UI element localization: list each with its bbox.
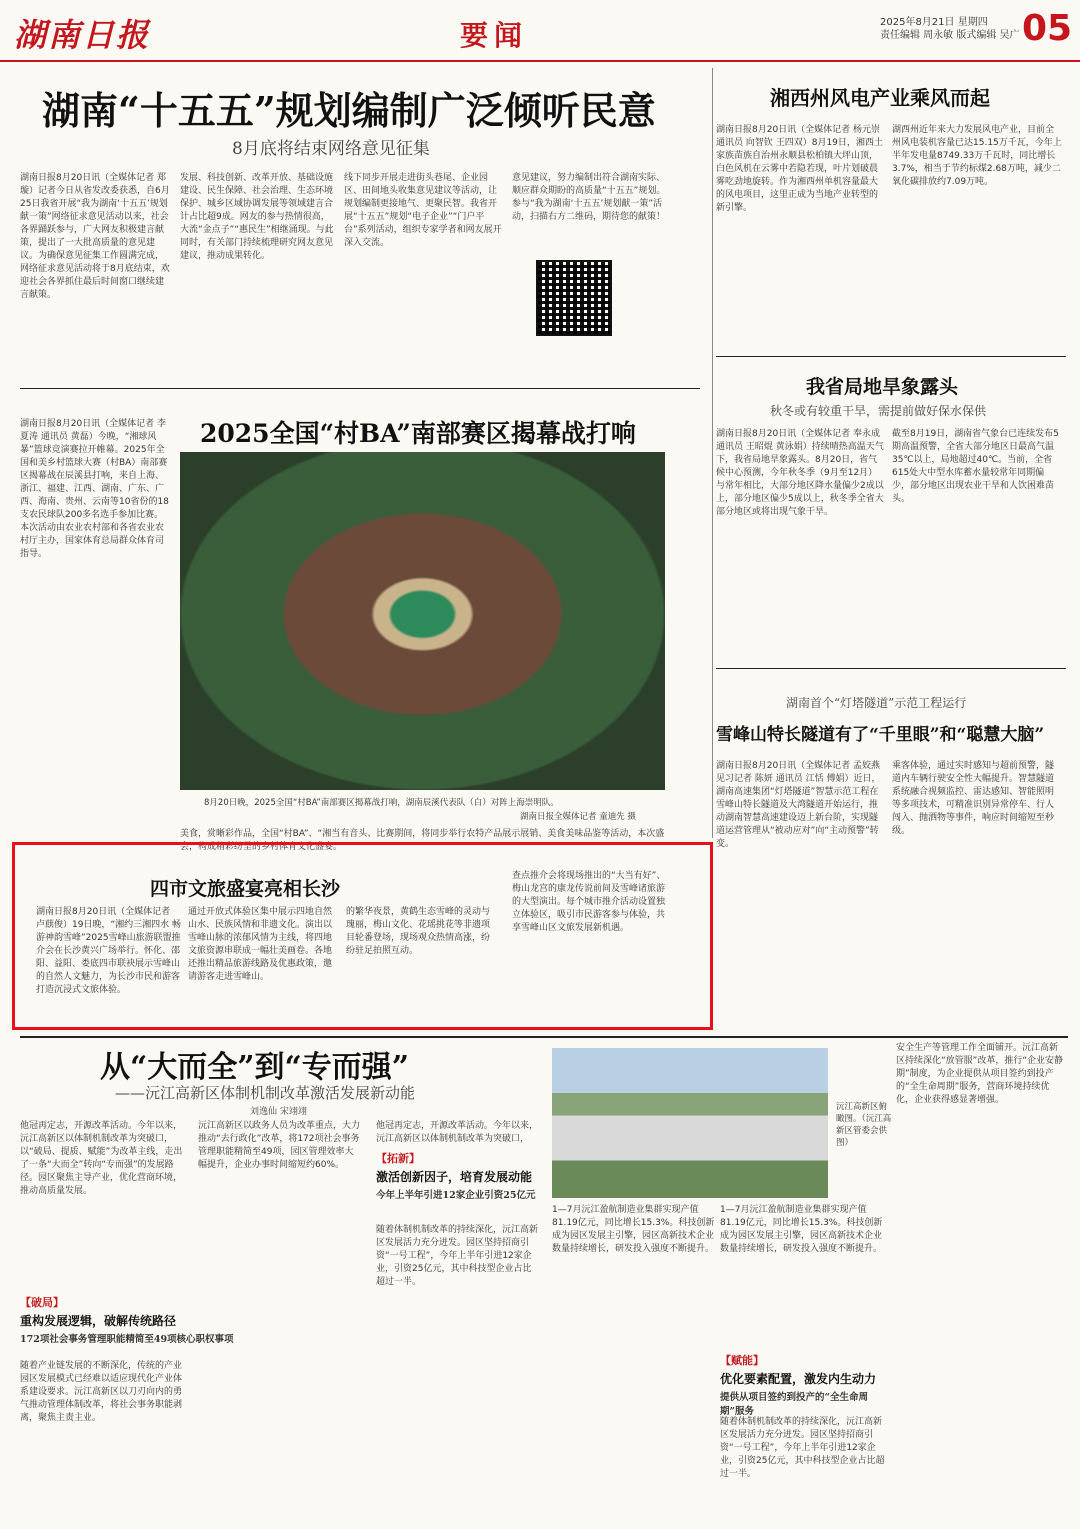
section-2-tag: 【拓新】	[376, 1152, 420, 1165]
section-3-tag: 【赋能】	[720, 1354, 764, 1367]
article-2-col-1: 湖南日报8月20日讯（全媒体记者 李夏涛 通讯员 黄磊）今晚，“湘球风暴”篮球竞演赛拉开帷幕。2025年全国和美乡村篮球大赛（村BA）南部赛区揭幕战在辰溪县打响，来自上海、浙江、福建、江西、湖南、广东、广西、海南、贵州、云南等10省份的18支农民球队200多名选手参加比赛。本次活动由农业农村部和各省农业农村厅主办，国家体育总局群众体育司指导。	[20, 419, 169, 559]
article-1-col-4: 意见建议，努力编制出符合湖南实际、顺应群众期盼的高质量“十五五”规划。参与“我为湖南‘十五五’规划献一策”活动，扫描右方二维码，期待您的献策！	[512, 173, 666, 222]
divider	[20, 388, 700, 389]
article-7-photo-caption: 沅江高新区俯瞰图。（沅江高新区管委会供图）	[836, 1102, 892, 1148]
article-1-col-2: 发展、科技创新、改革开放、基础设施建设、民生保障、社会治理、生态环境保护、城乡区域协调发展等领域建言合计占比超9成。网友的参与热情很高，大流“金点子”“惠民生”相继涌现。与此同时，有关部门持续梳理研究网友意见建议，推动成果转化。	[180, 173, 334, 261]
article-6-col-1: 湖南日报8月20日讯（全媒体记者 卢蕻俊）19日晚，“湘约三湘四水 畅游神韵雪峰”2025雪峰山旅游联盟推介会在长沙黄兴广场举行。怀化、邵阳、益阳、娄底四市联袂展示雪峰山的自然人文魅力，为长沙市民和游客打造沉浸式文旅体验。	[36, 907, 181, 995]
article-6-col-2: 通过开放式体验区集中展示四地自然山水、民族风情和非遗文化。演出以雪峰山脉的浓郁风情为主线，将四地文旅资源串联成一幅壮美画卷。各地还推出精品旅游线路及优惠政策，邀请游客走进雪峰山。	[188, 907, 333, 982]
newspaper-logo: 湖南日报	[14, 16, 151, 54]
article-7-col-2: 沅江高新区以政务人员为改革重点，大力推动“去行政化”改革，将172项社会事务管理职能精简至49项，园区管理效率大幅提升，企业办事时间缩短约60%。	[198, 1121, 361, 1170]
page-number: 05	[1022, 8, 1073, 49]
article-7-headline: 从“大而全”到“专而强”	[100, 1050, 410, 1085]
article-7-col-5a: 1—7月沅江盈航制造业集群实现产值81.19亿元，同比增长15.3%。科技创新成为园区发展主引擎，园区高新技术企业数量持续增长，研发投入强度不断提升。	[720, 1205, 883, 1254]
section-1-subtitle: 172项社会事务管理职能精简至49项核心职权事项	[20, 1334, 234, 1345]
section-1-title: 重构发展逻辑，破解传统路径	[20, 1314, 177, 1328]
article-7-col-3-top: 他冠再定志，开源改革活动。今年以来，沅江高新区以体制机制改革为突破口，	[376, 1121, 539, 1144]
article-4-col-1: 湖南日报8月20日讯（全媒体记者 奉永成 通讯员 王昭焜 黄泳娟）持续晴热高温天气下，我省局地旱象露头。8月20日，省气候中心预测，今年秋冬季（9月至12月）与常年相比，大部分地区降水量偏少2成以上，部分地区偏少5成以上，秋冬季全省大部分地区或将出现气象干旱。	[716, 429, 884, 517]
article-7-col-4: 1—7月沅江盈航制造业集群实现产值81.19亿元，同比增长15.3%。科技创新成为园区发展主引擎，园区高新技术企业数量持续增长，研发投入强度不断提升。	[552, 1205, 715, 1254]
article-1-headline: 湖南“十五五”规划编制广泛倾听民意	[42, 88, 656, 133]
article-4-subtitle: 秋冬或有较重干旱，需提前做好保水保供	[770, 404, 987, 418]
divider	[20, 1036, 1068, 1038]
section-2-title: 激活创新因子，培育发展动能	[376, 1170, 533, 1184]
article-2-photo-credit: 湖南日报全媒体记者 童迪先 摄	[520, 812, 636, 822]
article-6-col-4: 查点推介会将现场推出的“大当有好”、梅山龙宫的康龙传说前间及雪峰诸旅游的大型演出。每个城市推介活动设置独立体验区，吸引市民游客参与体验，共享雪峰山区文旅发展新机遇。	[512, 871, 666, 933]
divider	[716, 356, 1066, 357]
article-5-headline: 雪峰山特长隧道有了“千里眼”和“聪慧大脑”	[716, 725, 1045, 745]
section-title: 要闻	[460, 19, 529, 52]
issue-date: 2025年8月21日 星期四	[880, 17, 988, 28]
article-6-headline: 四市文旅盛宴亮相长沙	[150, 878, 341, 900]
article-7-col-3: 随着体制机制改革的持续深化，沅江高新区发展活力充分迸发。园区坚持招商引资“一号工程”，今年上半年引进12家企业，引资25亿元，其中科技型企业占比超过一半。	[376, 1225, 539, 1287]
qr-code-icon[interactable]	[536, 260, 612, 336]
section-3-subtitle: 提供从项目签约到投产的“全生命周期”服务	[720, 1392, 868, 1417]
article-1-col-1: 湖南日报8月20日讯（全媒体记者 郑璇）记者今日从省发改委获悉，自6月25日我省开展“我为湖南‘十五五’规划献一策”网络征求意见活动以来，社会各界踊跃参与，广大网友积极建言献策，提出了一大批高质量的意见建议。为确保意见征集工作圆满完成，网络征求意见活动将于8月底结束，欢迎社会各界抓住最后时间窗口继续建言献策。	[20, 173, 170, 300]
column-divider	[712, 68, 713, 838]
high-tech-zone-photo	[552, 1048, 828, 1198]
section-1-tag: 【破局】	[20, 1296, 64, 1309]
issue-info	[880, 16, 1020, 42]
section-2-subtitle: 今年上半年引进12家企业引资25亿元	[376, 1190, 536, 1201]
section-2-head	[376, 1150, 535, 1201]
article-4-headline: 我省局地旱象露头	[806, 376, 959, 398]
article-7-subtitle: ——沅江高新区体制机制改革激活发展新动能	[115, 1084, 416, 1102]
article-2-bottom-text: 美食，赏晰彩作品，全国“村BA”、“湘当有音头、比赛期间，将同步举行农特产品展示展销、美食美味品鉴等活动，本次盛会，构成精彩纷呈的乡村体育文化盛宴。	[180, 829, 665, 852]
article-5-col-2: 乘客体验，通过实时感知与超前预警，隧道内车辆行驶安全性大幅提升。智慧隧道系统融合视频监控、雷达感知、智能照明等多项技术，可精准识别异常停车、行人闯入、抛洒物等事件，响应时间缩短至秒级。	[892, 761, 1055, 836]
article-3-col-1: 湖南日报8月20日讯（全媒体记者 杨元崇 通讯员 向智钦 王四双）8月19日，湘西土家族苗族自治州永顺县松柏镇大坪山顶，白色风机在云雾中若隐若现，叶片划破晨雾吃劲地旋转。作为湘西州单机容量最大的风电项目，这里正成为当地产业转型的新引擎。	[716, 125, 883, 213]
article-7-col-6: 安全生产等管理工作全面铺开。沅江高新区持续深化“放管服”改革，推行“企业安静期”制度，为企业提供从项目签约到投产的“全生命周期”服务，营商环境持续优化，企业获得感显著增强。	[896, 1043, 1063, 1105]
article-7-byline: 刘逸仙 宋翊翊	[250, 1107, 307, 1117]
section-3-title: 优化要素配置，激发内生动力	[720, 1372, 877, 1386]
article-5-col-1: 湖南日报8月20日讯（全媒体记者 孟姣燕 见习记者 陈妍 通讯员 江恬 傅娟）近日，湖南高速集团“灯塔隧道”智慧示范工程在雪峰山特长隧道及大湾隧道开始运行，推动湖南智慧高速建设迈上新台阶，实现隧道运营管理从“被动应对”向“主动预警”转变。	[716, 761, 881, 849]
article-7-col-1: 他冠再定志，开源改革活动。今年以来，沅江高新区以体制机制改革为突破口，以“破局、提质、赋能”为改革主线，走出了一条“大而全”转向“专而强”的发展路径。园区聚焦主导产业，优化营商环境，推动高质量发展。	[20, 1121, 183, 1196]
divider	[716, 668, 1066, 669]
article-1-subtitle: 8月底将结束网络意见征集	[232, 139, 430, 159]
article-6-col-3: 的繁华夜景，黄鹤生态雪峰的灵动与瑰丽，梅山文化、花瑶挑花等非遗项目轮番登场，现场观众热情高涨，纷纷驻足拍照互动。	[346, 907, 491, 956]
article-7-col-1b: 随着产业链发展的不断深化，传统的产业园区发展模式已经难以适应现代化产业体系建设要求。沅江高新区以刀刃向内的勇气推动管理体制改革，将社会事务职能剥离，聚焦主责主业。	[20, 1361, 183, 1423]
masthead	[0, 0, 1080, 62]
village-basketball-photo	[180, 452, 665, 790]
article-4-col-2: 截至8月19日，湖南省气象台已连续发布5期高温预警，全省大部分地区日最高气温35℃以上，局地超过40℃。当前，全省615处大中型水库蓄水量较常年同期偏少，部分地区出现农业干旱和人饮困难苗头。	[892, 429, 1059, 504]
article-3-col-2: 湖西州近年来大力发展风电产业，目前全州风电装机容量已达15.15万千瓦，今年上半年发电量8749.33万千瓦时，同比增长3.7%，相当于节约标煤2.68万吨，减少二氧化碳排放约7.09万吨。	[892, 125, 1062, 187]
article-7-col-5b: 随着体制机制改革的持续深化，沅江高新区发展活力充分迸发。园区坚持招商引资“一号工程”，今年上半年引进12家企业，引资25亿元，其中科技型企业占比超过一半。	[720, 1417, 885, 1479]
section-3-head	[720, 1352, 890, 1417]
article-5-kicker: 湖南首个“灯塔隧道”示范工程运行	[786, 696, 967, 710]
issue-editors: 责任编辑 周永敏 版式编辑 吴广	[880, 30, 1020, 41]
article-3-headline: 湘西州风电产业乘风而起	[770, 86, 990, 110]
article-2-photo-caption: 8月20日晚，2025全国“村BA”南部赛区揭幕战打响，湖南辰溪代表队（白）对阵上海崇明队。	[204, 798, 559, 808]
article-2-headline: 2025全国“村BA”南部赛区揭幕战打响	[200, 419, 636, 448]
article-1-col-3: 线下同步开展走进街头巷尾、企业园区、田间地头收集意见建议等活动，让规划编制更接地气、更聚民智。我省开展“十五五”规划“电子企业”“门户平台”系列活动，组织专家学者和网友展开深入交流。	[344, 173, 502, 248]
